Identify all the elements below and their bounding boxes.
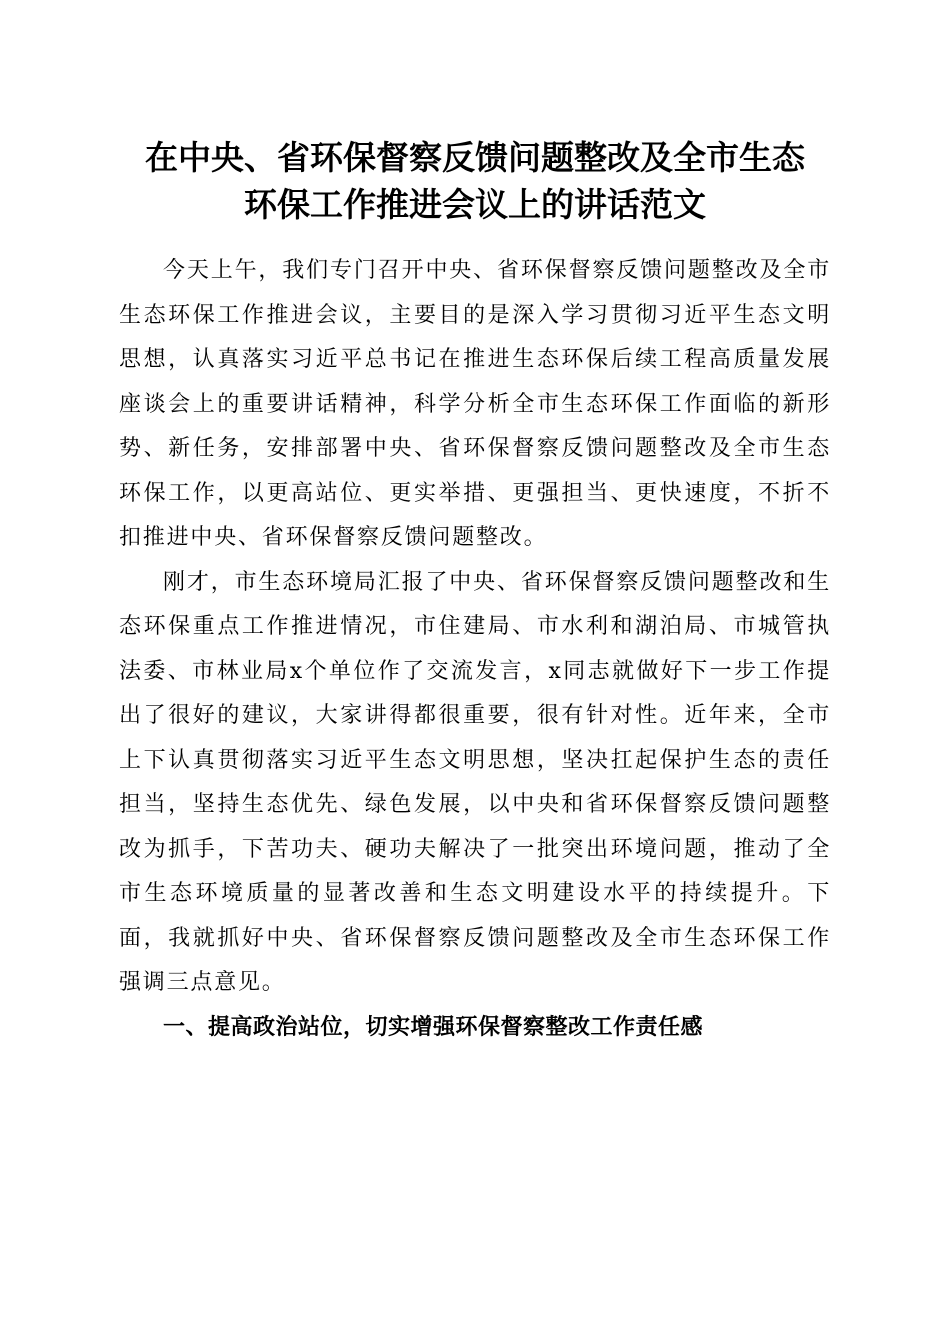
section-heading-1: 一、提高政治站位，切实增强环保督察整改工作责任感 [163,1014,704,1040]
title-line-2: 环保工作推进会议上的讲话范文 [244,185,706,224]
title-line-1: 在中央、省环保督察反馈问题整改及全市生态 [145,138,805,177]
document-title [100,134,850,228]
paragraph-2: 刚才，市生态环境局汇报了中央、省环保督察反馈问题整改和生态环保重点工作推进情况，市住建局、市水利和湖泊局、市城管执法委、市林业局x个单位作了交流发言，x同志就做好下一步工作提出了很好的建议，大家讲得都很重要，很有针对性。近年来，全市上下认真贯彻落实习近平生态文明思想，坚决扛起保护生态的责任担当，坚持生态优先、绿色发展，以中央和省环保督察反馈问题整改为抓手，下苦功夫、硬功夫解决了一批突出环境问题，推动了全市生态环境质量的显著改善和生态文明建设水平的持续提升。下面，我就抓好中央、省环保督察反馈问题整改及全市生态环保工作强调三点意见。 [119,569,831,995]
paragraph-1: 今天上午，我们专门召开中央、省环保督察反馈问题整改及全市生态环保工作推进会议，主要目的是深入学习贯彻习近平生态文明思想，认真落实习近平总书记在推进生态环保后续工程高质量发展座谈会上的重要讲话精神，科学分析全市生态环保工作面临的新形势、新任务，安排部署中央、省环保督察反馈问题整改及全市生态环保工作，以更高站位、更实举措、更强担当、更快速度，不折不扣推进中央、省环保督察反馈问题整改。 [119,258,831,550]
document-body [119,249,831,1050]
